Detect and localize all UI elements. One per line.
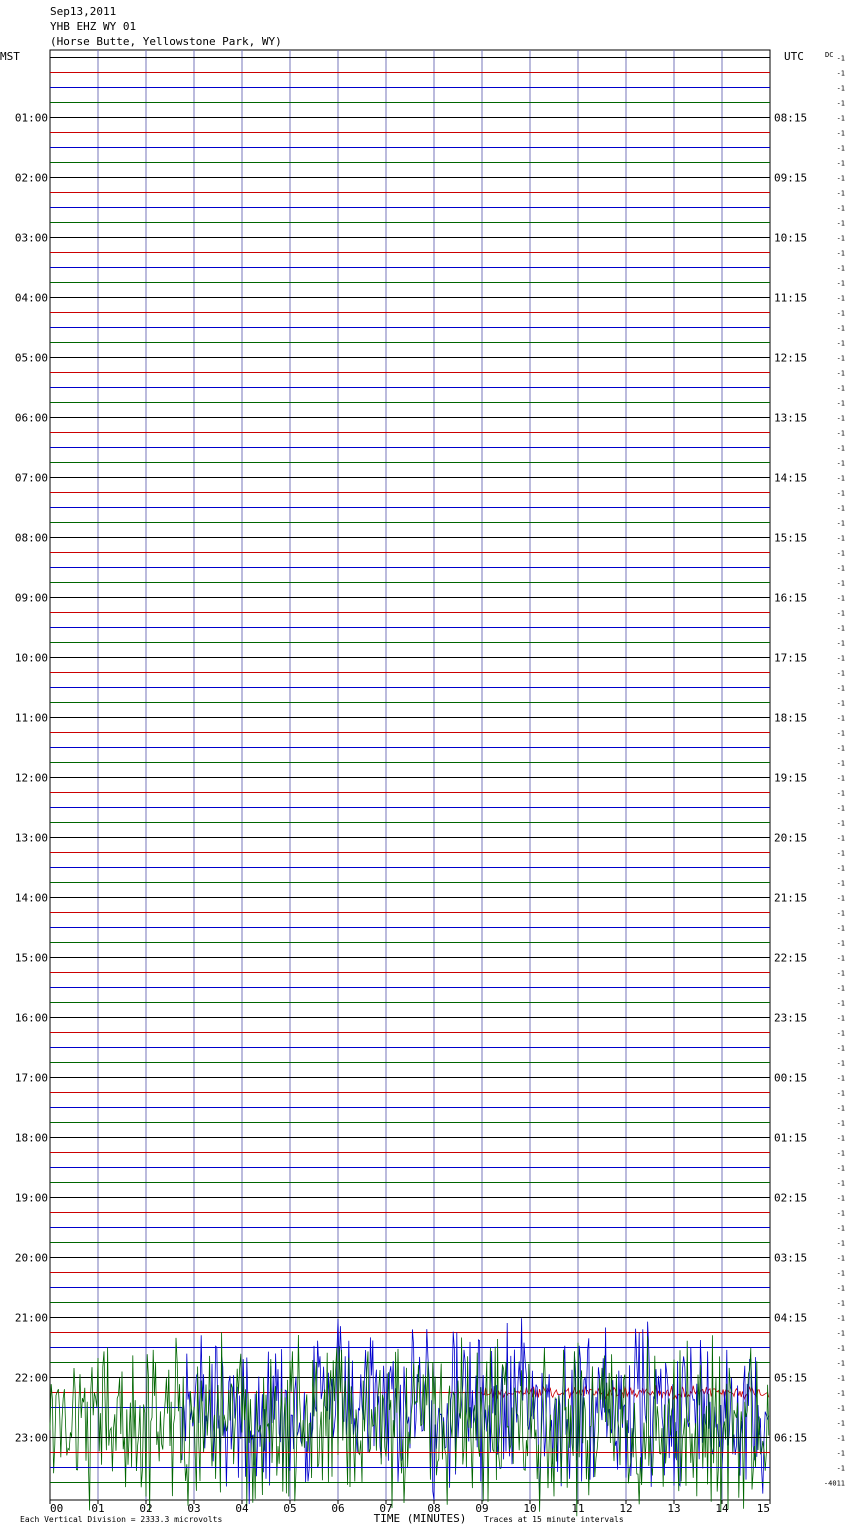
dc-offset-value: -1 [836,1254,845,1263]
dc-offset-value: -1 [836,564,845,573]
station-id: YHB EHZ WY 01 [50,20,137,33]
dc-offset-value: -1 [836,1044,845,1053]
dc-offset-value: -1 [836,669,845,678]
dc-offset-value: -1 [836,1434,845,1443]
dc-offset-value: -1 [836,189,845,198]
utc-hour-label: 01:15 [774,1131,808,1145]
mst-hour-label: 16:00 [14,1011,48,1025]
mst-hour-label: 08:00 [14,531,48,545]
dc-offset-value: -1 [836,1404,845,1413]
dc-offset-value: -1 [836,1314,845,1323]
utc-hour-label: 05:15 [774,1371,808,1385]
utc-hour-label: 02:15 [774,1191,808,1205]
vertical-division-note: Each Vertical Division = 2333.3 microvolts [20,1515,223,1524]
dc-offset-value: -1 [836,339,845,348]
mst-hour-label: 05:00 [14,351,48,365]
mst-hour-label: 21:00 [14,1311,48,1325]
dc-offset-value: -1 [836,699,845,708]
dc-offset-value: -1 [836,549,845,558]
utc-hour-label: 21:15 [774,891,808,905]
utc-hour-label: 03:15 [774,1251,808,1265]
trace-interval-note: Traces at 15 minute intervals [484,1515,624,1524]
dc-offset-value: -1 [836,759,845,768]
dc-offset-value: -1 [836,234,845,243]
dc-offset-value: -1 [836,939,845,948]
x-tick-label: 12 [619,1502,633,1515]
x-tick-label: 04 [235,1502,249,1515]
mst-hour-label: 02:00 [14,171,48,185]
dc-offset-value: -1 [836,354,845,363]
utc-hour-label: 12:15 [774,351,808,365]
dc-offset-value: -1 [836,924,845,933]
dc-offset-value: -1 [836,264,845,273]
dc-offset-value: -1 [836,1464,845,1473]
x-tick-label: 02 [139,1502,153,1515]
dc-offset-value: -1 [836,714,845,723]
dc-offset-value: -1 [836,1329,845,1338]
utc-hour-label: 04:15 [774,1311,808,1325]
utc-hour-label: 15:15 [774,531,808,545]
dc-offset-value: -1 [836,999,845,1008]
dc-offset-value: -1 [836,1389,845,1398]
dc-offset-value: -1 [836,1059,845,1068]
dc-offset-value: -1 [836,1374,845,1383]
dc-offset-value: -1 [836,204,845,213]
x-tick-label: 03 [187,1502,201,1515]
utc-hour-label: 19:15 [774,771,808,785]
dc-offset-value: -1 [836,1089,845,1098]
utc-hour-label: 09:15 [774,171,808,185]
x-tick-label: 00 [50,1502,64,1515]
mst-hour-label: 14:00 [14,891,48,905]
dc-offset-value: -1 [836,249,845,258]
utc-hour-label: 00:15 [774,1071,808,1085]
dc-offset-value: -1 [836,519,845,528]
dc-offset-value: -1 [836,819,845,828]
dc-offset-value: -1 [836,114,845,123]
dc-offset-value: -1 [836,894,845,903]
x-tick-label: 09 [475,1502,489,1515]
x-tick-label: 11 [571,1502,585,1515]
dc-offset-value: -1 [836,294,845,303]
dc-offset-value: -1 [836,744,845,753]
dc-offset-value: -1 [836,849,845,858]
dc-offset-value: -1 [836,399,845,408]
mst-axis-label: MST [0,50,20,63]
mst-hour-label: 22:00 [14,1371,48,1385]
dc-offset-value: -1 [836,1284,845,1293]
dc-offset-value: -1 [836,1299,845,1308]
dc-offset-value: -1 [836,909,845,918]
x-tick-label: 10 [523,1502,537,1515]
dc-offset-value: -1 [836,1029,845,1038]
dc-offset-value: -1 [836,324,845,333]
dc-offset-value: -1 [836,1194,845,1203]
dc-offset-value: -1 [836,144,845,153]
utc-hour-label: 14:15 [774,471,808,485]
x-tick-label: 01 [91,1502,105,1515]
dc-offset-value: -1 [836,99,845,108]
dc-offset-value: -1 [836,1179,845,1188]
x-tick-label: 05 [283,1502,297,1515]
dc-offset-value: -1 [836,954,845,963]
mst-hour-label: 09:00 [14,591,48,605]
dc-offset-value: -1 [836,984,845,993]
dc-offset-value: -1 [836,804,845,813]
mst-hour-label: 04:00 [14,291,48,305]
x-tick-label: 15 [756,1502,770,1515]
utc-hour-label: 08:15 [774,111,808,125]
dc-offset-value: -1 [836,834,845,843]
dc-offset-header: DC [825,51,834,59]
dc-offset-value: -1 [836,789,845,798]
dc-offset-value: -1 [836,1419,845,1428]
dc-offset-value: -1 [836,609,845,618]
dc-offset-value: -1 [836,159,845,168]
dc-offset-value: -1 [836,444,845,453]
dc-offset-value: -1 [836,219,845,228]
utc-hour-label: 23:15 [774,1011,808,1025]
utc-hour-label: 22:15 [774,951,808,965]
utc-hour-label: 20:15 [774,831,808,845]
utc-hour-label: 10:15 [774,231,808,245]
dc-offset-value: -1 [836,1449,845,1458]
mst-hour-label: 12:00 [14,771,48,785]
dc-offset-value: -1 [836,504,845,513]
utc-axis-label: UTC [784,50,804,63]
dc-offset-value: -1 [836,309,845,318]
mst-hour-label: 17:00 [14,1071,48,1085]
mst-hour-label: 07:00 [14,471,48,485]
dc-offset-value: -1 [836,1104,845,1113]
dc-offset-value: -1 [836,489,845,498]
mst-hour-label: 11:00 [14,711,48,725]
recording-date: Sep13,2011 [50,5,117,18]
x-tick-label: 13 [667,1502,681,1515]
dc-offset-value: -1 [836,534,845,543]
utc-hour-label: 16:15 [774,591,808,605]
dc-offset-value: -1 [836,654,845,663]
dc-offset-value: -1 [836,84,845,93]
dc-offset-value: -1 [836,1119,845,1128]
mst-hour-label: 15:00 [14,951,48,965]
mst-hour-label: 03:00 [14,231,48,245]
mst-hour-label: 06:00 [14,411,48,425]
dc-offset-value: -1 [836,729,845,738]
dc-offset-value: -1 [836,624,845,633]
dc-offset-value: -1 [836,1224,845,1233]
dc-offset-value: -4011 [823,1479,845,1488]
station-location: (Horse Butte, Yellowstone Park, WY) [50,35,282,48]
dc-offset-value: -1 [836,684,845,693]
dc-offset-value: -1 [836,414,845,423]
x-tick-label: 06 [331,1502,345,1515]
utc-hour-label: 18:15 [774,711,808,725]
mst-hour-label: 18:00 [14,1131,48,1145]
dc-offset-value: -1 [836,174,845,183]
mst-hour-label: 01:00 [14,111,48,125]
dc-offset-value: -1 [836,864,845,873]
mst-hour-label: 20:00 [14,1251,48,1265]
x-axis-title: TIME (MINUTES) [373,1512,467,1525]
dc-offset-value: -1 [836,429,845,438]
utc-hour-label: 17:15 [774,651,808,665]
dc-offset-value: -1 [836,69,845,78]
dc-offset-value: -1 [836,1209,845,1218]
dc-offset-value: -1 [836,594,845,603]
dc-offset-value: -1 [836,369,845,378]
utc-hour-label: 06:15 [774,1431,808,1445]
mst-hour-label: 19:00 [14,1191,48,1205]
dc-offset-value: -1 [836,579,845,588]
mst-hour-label: 23:00 [14,1431,48,1445]
dc-offset-value: -1 [836,459,845,468]
dc-offset-value: -1 [836,1164,845,1173]
x-tick-label: 08 [427,1502,441,1515]
dc-offset-value: -1 [836,129,845,138]
x-tick-label: 07 [379,1502,393,1515]
dc-offset-value: -1 [836,1239,845,1248]
dc-offset-value: -1 [836,879,845,888]
dc-offset-value: -1 [836,54,845,63]
dc-offset-value: -1 [836,1134,845,1143]
x-tick-label: 14 [715,1502,729,1515]
mst-hour-label: 10:00 [14,651,48,665]
dc-offset-value: -1 [836,279,845,288]
utc-hour-label: 11:15 [774,291,808,305]
dc-offset-value: -1 [836,969,845,978]
utc-hour-label: 13:15 [774,411,808,425]
dc-offset-value: -1 [836,1359,845,1368]
dc-offset-value: -1 [836,774,845,783]
mst-hour-label: 13:00 [14,831,48,845]
dc-offset-value: -1 [836,1344,845,1353]
dc-offset-value: -1 [836,384,845,393]
dc-offset-value: -1 [836,639,845,648]
dc-offset-value: -1 [836,1074,845,1083]
dc-offset-value: -1 [836,1014,845,1023]
dc-offset-value: -1 [836,1269,845,1278]
dc-offset-value: -1 [836,1149,845,1158]
dc-offset-value: -1 [836,474,845,483]
